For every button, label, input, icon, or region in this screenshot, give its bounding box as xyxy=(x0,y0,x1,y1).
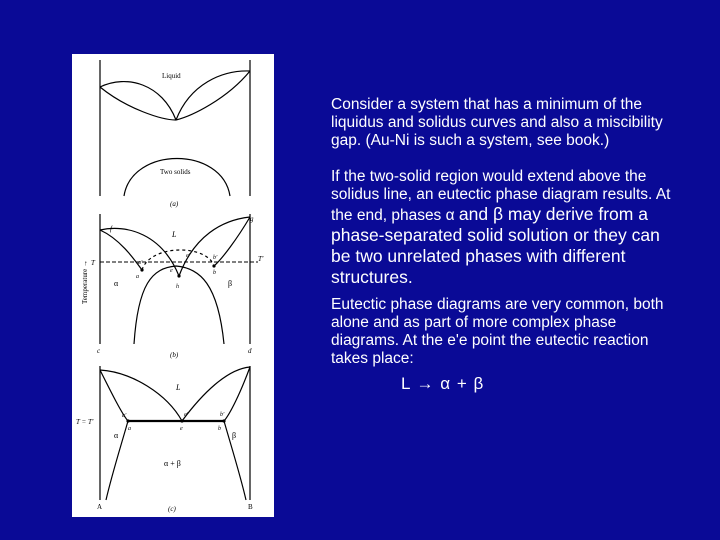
panel-c-liquidus-left xyxy=(100,370,182,421)
label-d: d xyxy=(248,347,252,355)
label-b: b xyxy=(213,270,216,276)
eutectic-reaction-equation: L → α + β xyxy=(401,374,485,393)
label-temperature-axis: Temperature → xyxy=(81,259,89,304)
panel-b-solvus xyxy=(134,266,224,344)
phase-diagram-figure xyxy=(72,54,274,517)
label-g: g xyxy=(250,215,254,223)
panel-c xyxy=(100,366,250,500)
label-T-prime: T' xyxy=(258,255,264,263)
panel-a-solidus-left xyxy=(100,87,176,120)
label-T-eq: T = T' xyxy=(76,418,94,426)
panel-b-solidus-left xyxy=(100,230,142,270)
point-e xyxy=(177,274,180,277)
panel-a-liquidus-left xyxy=(100,82,176,120)
label-alpha-beta: α + β xyxy=(164,459,181,468)
label-B: B xyxy=(248,503,253,511)
point-c-b xyxy=(222,419,225,422)
label-b-beta: β xyxy=(228,279,233,288)
paragraph-eutectic-results xyxy=(331,168,676,288)
panel-a-liquidus-right xyxy=(176,71,250,120)
label-b-alpha: α xyxy=(114,279,119,288)
phase-diagrams-svg xyxy=(72,54,274,517)
label-e-prime: e' xyxy=(186,253,190,259)
label-c: c xyxy=(97,347,101,355)
text-column xyxy=(331,96,676,394)
label-c-L: L xyxy=(176,383,181,392)
label-liquid: Liquid xyxy=(162,72,181,80)
label-c-beta: β xyxy=(232,431,237,440)
label-h: h xyxy=(176,284,179,290)
label-A: A xyxy=(97,503,103,511)
label-a: a xyxy=(136,274,139,280)
label-c-a-prime: a' xyxy=(122,413,127,419)
label-c-alpha: α xyxy=(114,431,119,440)
caption-c: (c) xyxy=(168,505,176,513)
paragraph-minimum-miscibility: Consider a system that has a minimum of the liquidus and solidus curves and also a miscibility gap. (Au-Ni is such a system, see book.) xyxy=(331,96,663,149)
paragraph-eutectic-large: and β may derive from a phase-separated solid solution or they can be two unrelated phases with different structures. xyxy=(331,204,660,287)
label-c-e-prime: e' xyxy=(184,412,188,418)
label-c-e: e xyxy=(180,426,183,432)
panel-a-miscibility-dome xyxy=(124,159,230,197)
paragraph-eutectic-small: If the two-solid region would extend above the solidus line, an eutectic phase diagram results. At the end, phases α xyxy=(331,168,671,224)
label-e: e xyxy=(170,268,173,274)
panel-b-solidus-right xyxy=(214,217,250,266)
label-c-b: b xyxy=(218,426,221,432)
point-a xyxy=(140,268,143,271)
label-a-prime: a' xyxy=(138,260,143,266)
caption-a: (a) xyxy=(170,200,179,208)
label-b-prime: b' xyxy=(213,255,218,261)
panel-b-liquidus-left xyxy=(100,228,179,276)
caption-b: (b) xyxy=(170,351,179,359)
label-two-solids: Two solids xyxy=(160,168,191,176)
label-c-b-prime: b' xyxy=(220,412,225,418)
label-f: f xyxy=(110,225,112,233)
panel-b-dashed-dome xyxy=(142,250,214,270)
point-c-e xyxy=(180,419,183,422)
label-T: T xyxy=(91,259,95,267)
label-c-a: a xyxy=(128,426,131,432)
point-c-a xyxy=(126,419,129,422)
panel-b xyxy=(100,214,258,344)
paragraph-eutectic-common: Eutectic phase diagrams are very common, both alone and as part of more complex phase diagrams. At the e'e point the eutectic reaction takes place: xyxy=(331,296,664,367)
label-b-L: L xyxy=(172,230,177,239)
point-b xyxy=(212,264,215,267)
